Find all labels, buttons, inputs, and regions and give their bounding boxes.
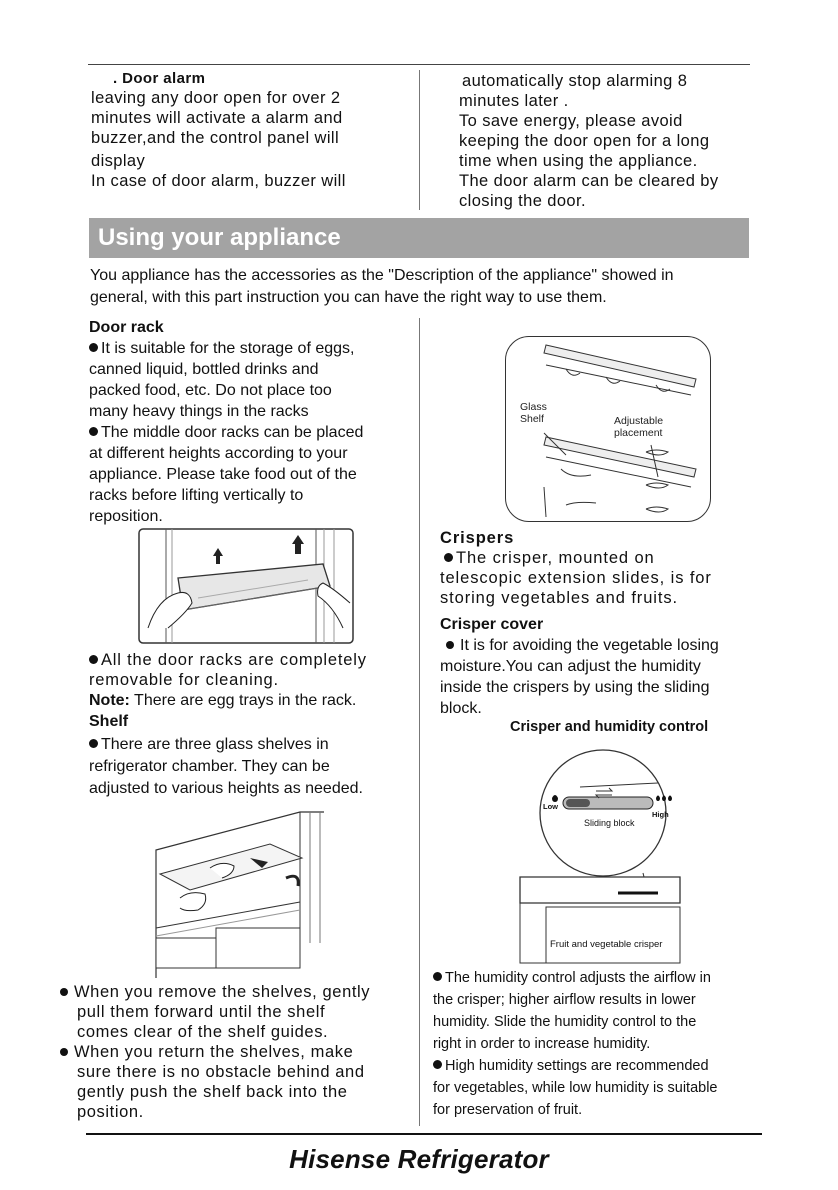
note-text: There are egg trays in the rack.	[129, 692, 357, 709]
door-alarm-line: keeping the door open for a long	[459, 132, 710, 150]
humidity-line: humidity. Slide the humidity control to the	[433, 1014, 697, 1030]
door-rack-line: many heavy things in the racks	[89, 403, 309, 420]
door-rack-illustration	[138, 528, 354, 644]
shelf-return-line: sure there is no obstacle behind and	[77, 1063, 365, 1081]
shelf-return-line: position.	[77, 1103, 144, 1121]
shelf-return-line: When you return the shelves, make	[74, 1043, 354, 1061]
intro-line: general, with this part instruction you can have the right way to use them.	[90, 289, 607, 306]
humidity-line: right in order to increase humidity.	[433, 1036, 651, 1052]
bullet-icon	[60, 1048, 68, 1056]
crisper-cover-line: It is for avoiding the vegetable losing	[460, 637, 719, 654]
glass-label	[520, 401, 547, 425]
crisper-cover-section	[440, 614, 754, 719]
crisper-cover-line: moisture.You can adjust the humidity	[440, 658, 701, 675]
bullet-icon	[89, 343, 98, 352]
humidity-line: The humidity control adjusts the airflow in	[445, 970, 711, 986]
door-alarm-line: time when using the appliance.	[459, 152, 698, 170]
footer-brand: Hisense Refrigerator	[289, 1144, 549, 1174]
door-rack-line: canned liquid, bottled drinks and	[89, 361, 319, 378]
door-alarm-line: leaving any door open for over 2	[91, 89, 341, 107]
crispers-line: storing vegetables and fruits.	[440, 589, 678, 607]
intro-line: You appliance has the accessories as the "Description of the appliance" showed in	[90, 267, 674, 284]
shelf-remove-line: When you remove the shelves, gently	[74, 983, 371, 1001]
column-divider-top	[419, 70, 420, 210]
adjustable-label	[614, 415, 663, 439]
rotate-arrow-icon	[286, 876, 298, 886]
column-divider-main	[419, 318, 420, 1126]
section-banner: Using your appliance	[89, 218, 749, 258]
door-alarm-line: closing the door.	[459, 192, 586, 210]
glass-label-line: Shelf	[520, 413, 544, 425]
note-label: Note:	[89, 692, 130, 709]
bullet-icon	[433, 1060, 442, 1069]
door-rack-line: The middle door racks can be placed	[101, 424, 364, 441]
humidity-line: for vegetables, while low humidity is suitable	[433, 1080, 718, 1096]
glass-label-line: Glass	[520, 401, 547, 413]
glass-shelf-diagram	[505, 336, 711, 522]
door-rack-line: It is suitable for the storage of eggs,	[101, 340, 355, 357]
shelf-line: There are three glass shelves in	[101, 736, 329, 753]
adjustable-label-line: placement	[614, 427, 663, 439]
humidity-line: for preservation of fruit.	[433, 1102, 583, 1118]
bullet-icon	[89, 655, 98, 664]
door-rack-removable-line: removable for cleaning.	[89, 671, 279, 689]
door-alarm-right	[459, 71, 759, 211]
bullet-icon	[433, 972, 442, 981]
door-alarm-line: In case of door alarm, buzzer will	[91, 172, 346, 190]
door-alarm-line: To save energy, please avoid	[459, 112, 683, 130]
sliding-block-label: Sliding block	[584, 818, 635, 828]
bullet-icon	[89, 427, 98, 436]
humidity-line: the crisper; higher airflow results in lower	[433, 992, 696, 1008]
shelf-remove-line: pull them forward until the shelf	[77, 1003, 326, 1021]
door-rack-line: racks before lifting vertically to	[89, 487, 304, 504]
door-rack-removable	[89, 650, 414, 799]
humidity-line: High humidity settings are recommended	[445, 1058, 709, 1074]
crisper-cover-heading: Crisper cover	[440, 616, 544, 633]
low-label: Low	[543, 802, 558, 811]
door-alarm-line: display	[91, 152, 146, 170]
crisper-label: Fruit and vegetable crisper	[550, 939, 663, 950]
door-rack-line: reposition.	[89, 508, 163, 525]
crispers-line: telescopic extension slides, is for	[440, 569, 712, 587]
shelf-instructions	[60, 982, 415, 1122]
door-rack-removable-line: All the door racks are completely	[101, 651, 367, 669]
door-alarm-heading: . Door alarm	[113, 70, 206, 87]
humidity-diagram	[518, 745, 684, 970]
door-rack-line: at different heights according to your	[89, 445, 348, 462]
shelf-line: adjusted to various heights as needed.	[89, 780, 363, 797]
shelf-line: refrigerator chamber. They can be	[89, 758, 330, 775]
crisper-cover-line: block.	[440, 700, 482, 717]
crispers-heading: Crispers	[440, 529, 515, 547]
humidity-text	[433, 967, 753, 1121]
door-alarm-line: buzzer,and the control panel will	[91, 129, 340, 147]
door-alarm-line: The door alarm can be cleared by	[459, 172, 719, 190]
shelf-heading: Shelf	[89, 713, 129, 730]
humidity-drawing	[518, 745, 684, 970]
shelf-illustration	[150, 808, 326, 980]
shelf-remove-line: comes clear of the shelf guides.	[77, 1023, 329, 1041]
crispers-line: The crisper, mounted on	[456, 549, 655, 567]
door-rack-section	[89, 317, 414, 527]
door-alarm-left	[91, 70, 411, 191]
humidity-diagram-title: Crisper and humidity control	[510, 719, 709, 735]
door-alarm-line: minutes will activate a alarm and	[91, 109, 343, 127]
glass-shelf-drawing	[506, 337, 709, 520]
door-alarm-line: automatically stop alarming 8	[462, 72, 688, 90]
high-label: High	[652, 810, 669, 819]
shelf-return-line: gently push the shelf back into the	[77, 1083, 348, 1101]
top-rule	[88, 64, 750, 65]
door-rack-line: appliance. Please take food out of the	[89, 466, 357, 483]
intro-paragraph	[90, 265, 755, 309]
adjustable-label-line: Adjustable	[614, 415, 664, 427]
crispers-section	[440, 528, 760, 608]
door-rack-line: packed food, etc. Do not place too	[89, 382, 332, 399]
footer-rule	[86, 1133, 762, 1135]
bullet-icon	[446, 641, 454, 649]
crisper-cover-line: inside the crispers by using the sliding	[440, 679, 710, 696]
bullet-icon	[89, 739, 98, 748]
bullet-icon	[444, 553, 453, 562]
droplets-icon	[656, 796, 672, 802]
door-rack-heading: Door rack	[89, 319, 164, 336]
bullet-icon	[60, 988, 68, 996]
note-line	[89, 690, 414, 711]
door-alarm-line: minutes later .	[459, 92, 569, 110]
